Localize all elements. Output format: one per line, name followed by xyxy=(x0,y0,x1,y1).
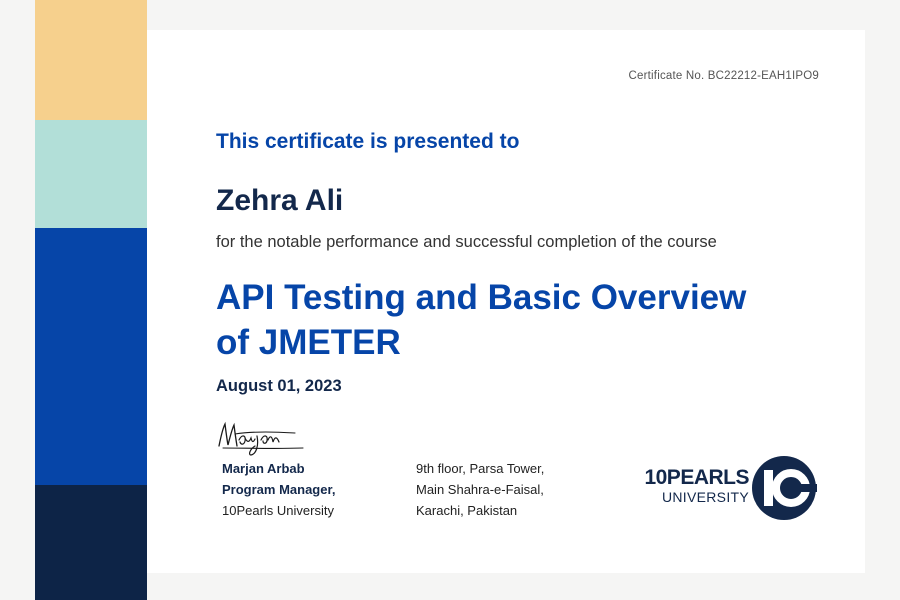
certificate-card xyxy=(147,30,865,573)
logo-line-2: UNIVERSITY xyxy=(661,489,749,505)
completion-date: August 01, 2023 xyxy=(216,377,342,395)
signatory-block xyxy=(222,458,335,521)
address-line-2: Main Shahra-e-Faisal, xyxy=(416,482,544,497)
10pearls-university-logo xyxy=(631,455,821,523)
signatory-name: Marjan Arbab xyxy=(222,461,305,476)
stripe-blue xyxy=(35,228,147,485)
presented-heading: This certificate is presented to xyxy=(216,130,520,153)
address-block xyxy=(416,458,544,521)
10pearls-university-logo-icon xyxy=(751,455,817,521)
completion-description: for the notable performance and successful completion of the course xyxy=(216,233,717,251)
signatory-organization: 10Pearls University xyxy=(222,503,334,518)
address-line-1: 9th floor, Parsa Tower, xyxy=(416,461,545,476)
stripe-mint xyxy=(35,120,147,228)
recipient-name: Zehra Ali xyxy=(216,184,344,217)
signatory-role: Program Manager, xyxy=(222,482,336,497)
certificate-number: Certificate No. BC22212-EAH1IPO9 xyxy=(628,70,819,82)
logo-line-1: 10PEARLS xyxy=(644,466,749,489)
stripe-navy xyxy=(35,485,147,600)
decorative-color-stripes xyxy=(35,0,147,600)
logo-wordmark xyxy=(631,467,749,505)
course-title-line-2: of JMETER xyxy=(216,323,401,362)
stripe-peach xyxy=(35,0,147,120)
course-title-line-1: API Testing and Basic Overview xyxy=(216,278,747,317)
address-line-3: Karachi, Pakistan xyxy=(416,503,518,518)
course-title xyxy=(216,275,836,365)
handwritten-signature xyxy=(215,418,310,458)
